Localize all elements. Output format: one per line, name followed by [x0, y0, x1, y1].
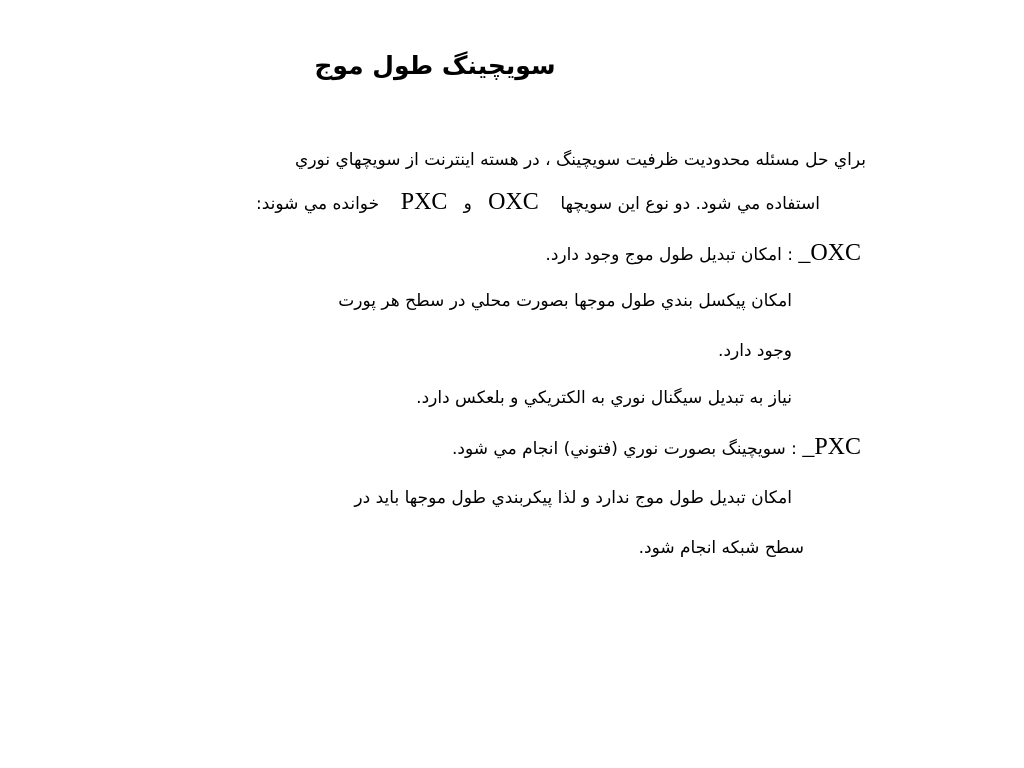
oxc-detail-2: وجود دارد.	[718, 341, 792, 361]
pxc-label: PXC_	[802, 434, 861, 460]
pxc-heading	[452, 430, 861, 464]
oxc-label: OXC_	[798, 240, 861, 266]
term-pxc: PXC	[400, 189, 448, 215]
pxc-description: : سويچينگ بصورت نوري (فتوني) انجام مي شود.	[452, 439, 797, 459]
intro-connector: و	[463, 194, 472, 214]
oxc-heading	[545, 236, 861, 270]
intro-line-2-text-end: خوانده مي شوند:	[256, 194, 380, 214]
oxc-description: : امكان تبديل طول موج وجود دارد.	[545, 245, 793, 265]
intro-line-2	[256, 185, 820, 219]
oxc-detail-1: امكان پيكسل بندي طول موجها بصورت محلي در سطح هر پورت	[338, 291, 792, 311]
pxc-detail-1: امكان تبديل طول موج ندارد و لذا پيكربندي طول موجها بايد در	[354, 488, 792, 508]
intro-line-1-text: براي حل مسئله محدوديت ظرفيت سويچينگ ، در هسته اينترنت از سويچهاي نوري	[295, 150, 866, 170]
oxc-detail-3: نياز به تبديل سيگنال نوري به الكتريكي و بلعكس دارد.	[416, 388, 792, 408]
slide-title: سویچینگ طول موج	[314, 51, 556, 80]
intro-line-2-text-start: استفاده مي شود. دو نوع اين سويچها	[560, 194, 820, 214]
intro-line-1	[295, 143, 866, 177]
pxc-detail-2: سطح شبكه انجام شود.	[638, 538, 804, 558]
term-oxc: OXC	[488, 189, 539, 215]
